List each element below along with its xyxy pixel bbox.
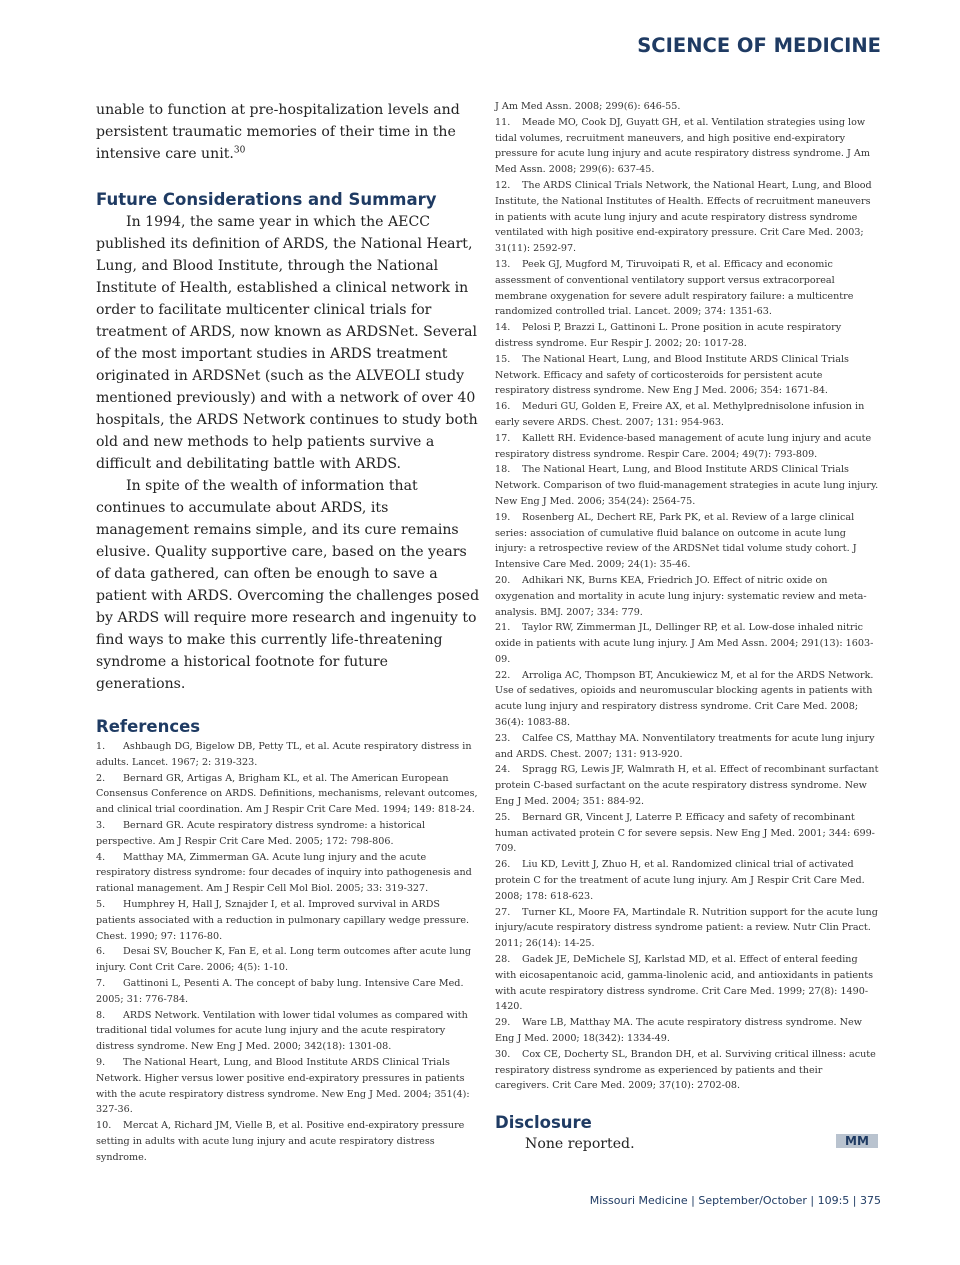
future-paragraph-1: In 1994, the same year in which the AECC published its definition of ARDS, the National Heart, Lung, and Blood Institute, through the National Institute of Health, established a clinical network in order to facilitate multicenter clinical trials for treatment of ARDS, now known as ARDSNet. Several of the most important studies in ARDS treatment originated in ARDSNet (such as the ALVEOLI study mentioned previously) and with a network of over 40 hospitals, the ARDS Network continues to study both old and new methods to help patients survive a difficult and debilitating battle with ARDS. <box>96 214 478 472</box>
references-heading: References <box>96 717 201 736</box>
reference-item: 13. Peek GJ, Mugford M, Tiruvoipati R, et al. Efficacy and economic assessment of conventional ventilatory support versus extracorporeal membrane oxygenation for severe adult respiratory failure: a multicentre randomized controlled trial. Lancet. 2009; 374: 1351-63. <box>495 258 854 318</box>
reference-item: 12. The ARDS Clinical Trials Network, the National Heart, Lung, and Blood Institute, the National Institutes of Health. Effects of recruitment maneuvers in patients with acute lung injury and acute respiratory distress syndrome ventilated with high positive end-expiratory pressure. Crit Care Med. 2003; 31(11): 2592-97. <box>495 179 872 255</box>
references-list-left <box>96 739 480 1166</box>
reference-item: 8. ARDS Network. Ventilation with lower tidal volumes as compared with traditional tidal volumes for acute lung injury and the acute respiratory distress syndrome. New Eng J Med. 2000; 342(18): 1301-08. <box>96 1009 468 1053</box>
reference-item: 28. Gadek JE, DeMichele SJ, Karlstad MD, et al. Effect of enteral feeding with eicosapentanoic acid, gamma-linolenic acid, and antioxidants in patients with acute respiratory distress syndrome. Crit Care Med. 1999; 27(8): 1490-1420. <box>495 954 873 1013</box>
references-list-right <box>495 99 879 1094</box>
reference-item: J Am Med Assn. 2008; 299(6): 646-55. <box>495 101 681 112</box>
reference-item: 18. The National Heart, Lung, and Blood Institute ARDS Clinical Trials Network. Comparison of two fluid-management strategies in acute lung injury. New Eng J Med. 2006; 354(24): 2564-75. <box>495 464 879 507</box>
reference-item: 24. Spragg RG, Lewis JF, Walmrath H, et al. Effect of recombinant surfactant protein C-based surfactant on the acute respiratory distress syndrome. New Eng J Med. 2004; 351: 884-92. <box>495 764 879 808</box>
reference-item: 30. Cox CE, Docherty SL, Brandon DH, et al. Surviving critical illness: acute respiratory distress syndrome as experienced by patients and their caregivers. Crit Care Med. 2009; 37(10): 2702-08. <box>495 1048 876 1092</box>
reference-item: 22. Arroliga AC, Thompson BT, Ancukiewicz M, et al for the ARDS Network. Use of sedatives, opioids and neuromuscular blocking agents in patients with acute lung injury and respiratory distress syndrome. Crit Care Med. 2008; 36(4): 1083-88. <box>495 669 874 729</box>
reference-item: 6. Desai SV, Boucher K, Fan E, et al. Long term outcomes after acute lung injury. Cont Crit Care. 2006; 4(5): 1-10. <box>96 946 472 974</box>
reference-item: 25. Bernard GR, Vincent J, Laterre P. Efficacy and safety of recombinant human activated protein C for severe sepsis. New Eng J Med. 2001; 344: 699-709. <box>495 811 875 855</box>
reference-item: 29. Ware LB, Matthay MA. The acute respiratory distress syndrome. New Eng J Med. 2000; 18(342): 1334-49. <box>495 1017 862 1045</box>
reference-item: 16. Meduri GU, Golden E, Freire AX, et al. Methylprednisolone infusion in early severe ARDS. Chest. 2007; 131: 954-963. <box>495 401 865 428</box>
reference-item: 3. Bernard GR. Acute respiratory distress syndrome: a historical perspective. Am J Respir Crit Care Med. 2005; 172: 798-806. <box>96 819 426 847</box>
missouri-medicine-logo: MM <box>836 1134 878 1148</box>
future-paragraph-2: In spite of the wealth of information that continues to accumulate about ARDS, its management remains simple, and its cure remains elusive. Quality supportive care, based on the years of data gathered, can often be enough to save a patient with ARDS. Overcoming the challenges posed by ARDS will require more research and ingenuity to find ways to make this currently life-threatening syndrome a historical footnote for future generations. <box>96 478 480 692</box>
reference-item: 23. Calfee CS, Matthay MA. Nonventilatory treatments for acute lung injury and ARDS. Chest. 2007; 131: 913-920. <box>495 732 875 760</box>
right-column <box>495 99 879 1154</box>
section-header-title: SCIENCE OF MEDICINE <box>637 34 881 57</box>
reference-item: 14. Pelosi P, Brazzi L, Gattinoni L. Prone position in acute respiratory distress syndrome. Eur Respir J. 2002; 20: 1017-28. <box>495 322 842 349</box>
reference-item: 20. Adhikari NK, Burns KEA, Friedrich JO. Effect of nitric oxide on oxygenation and mortality in acute lung injury: systematic review and meta-analysis. BMJ. 2007; 334: 779. <box>495 574 867 618</box>
page-footer: Missouri Medicine | September/October | 109:5 | 375 <box>589 1194 881 1207</box>
reference-item: 21. Taylor RW, Zimmerman JL, Dellinger RP, et al. Low-dose inhaled nitric oxide in patients with acute lung injury. J Am Med Assn. 2004; 291(13): 1603-09. <box>495 622 874 665</box>
reference-item: 11. Meade MO, Cook DJ, Guyatt GH, et al. Ventilation strategies using low tidal volumes, recruitment maneuvers, and high positive end-expiratory pressure for acute lung injury and acute respiratory distress syndrome. J Am Med Assn. 2008; 299(6): 637-45. <box>495 116 870 176</box>
intro-text: unable to function at pre-hospitalization levels and persistent traumatic memories of their time in the intensive care unit. <box>96 102 460 162</box>
reference-item: 19. Rosenberg AL, Dechert RE, Park PK, et al. Review of a large clinical series: association of cumulative fluid balance on outcome in acute lung injury: a retrospective review of the ARDSNet tidal volume study cohort. J Intensive Care Med. 2009; 24(1): 35-46. <box>495 511 857 571</box>
reference-item: 7. Gattinoni L, Pesenti A. The concept of baby lung. Intensive Care Med. 2005; 31: 776-784. <box>96 977 464 1005</box>
reference-item: 9. The National Heart, Lung, and Blood Institute ARDS Clinical Trials Network. Higher versus lower positive end-expiratory pressures in patients with the acute respiratory distress syndrome. New Eng J Med. 2004; 351(4): 327-36. <box>96 1056 470 1116</box>
reference-item: 15. The National Heart, Lung, and Blood Institute ARDS Clinical Trials Network. Efficacy and safety of corticosteroids for persistent acute respiratory distress syndrome. New Eng J Med. 2006; 354: 1671-84. <box>495 353 849 397</box>
reference-item: 4. Matthay MA, Zimmerman GA. Acute lung injury and the acute respiratory distress syndrome: four decades of inquiry into pathogenesis and rational management. Am J Respir Cell Mol Biol. 2005; 33: 319-327. <box>96 851 472 895</box>
intro-citation: 30 <box>233 145 246 156</box>
future-considerations-heading: Future Considerations and Summary <box>96 190 437 209</box>
reference-item: 10. Mercat A, Richard JM, Vielle B, et al. Positive end-expiratory pressure setting in adults with acute lung injury and acute respiratory distress syndrome. <box>96 1120 465 1163</box>
reference-item: 26. Liu KD, Levitt J, Zhuo H, et al. Randomized clinical trial of activated protein C for the treatment of acute lung injury. Am J Respir Crit Care Med. 2008; 178: 618-623. <box>495 859 865 902</box>
intro-paragraph <box>96 99 480 165</box>
reference-item: 17. Kallett RH. Evidence-based management of acute lung injury and acute respiratory distress syndrome. Respir Care. 2004; 49(7): 793-809. <box>495 432 872 460</box>
reference-item: 27. Turner KL, Moore FA, Martindale R. Nutrition support for the acute lung injury/acute respiratory distress syndrome patient: a review. Nutr Clin Pract. 2011; 26(14): 14-25. <box>495 906 878 950</box>
reference-item: 2. Bernard GR, Artigas A, Brigham KL, et al. The American European Consensus Conference on ARDS. Definitions, mechanisms, relevant outcomes, and clinical trial coordination. Am J Respir Crit Care Med. 1994; 149: 818-24. <box>96 772 478 816</box>
reference-item: 1. Ashbaugh DG, Bigelow DB, Petty TL, et al. Acute respiratory distress in adults. Lancet. 1967; 2: 319-323. <box>96 741 472 768</box>
left-column <box>96 99 480 1166</box>
disclosure-heading: Disclosure <box>495 1113 592 1133</box>
disclosure-text: None reported. <box>525 1136 635 1153</box>
reference-item: 5. Humphrey H, Hall J, Sznajder I, et al. Improved survival in ARDS patients associated with a reduction in pulmonary capillary wedge pressure. Chest. 1990; 97: 1176-80. <box>96 898 470 942</box>
